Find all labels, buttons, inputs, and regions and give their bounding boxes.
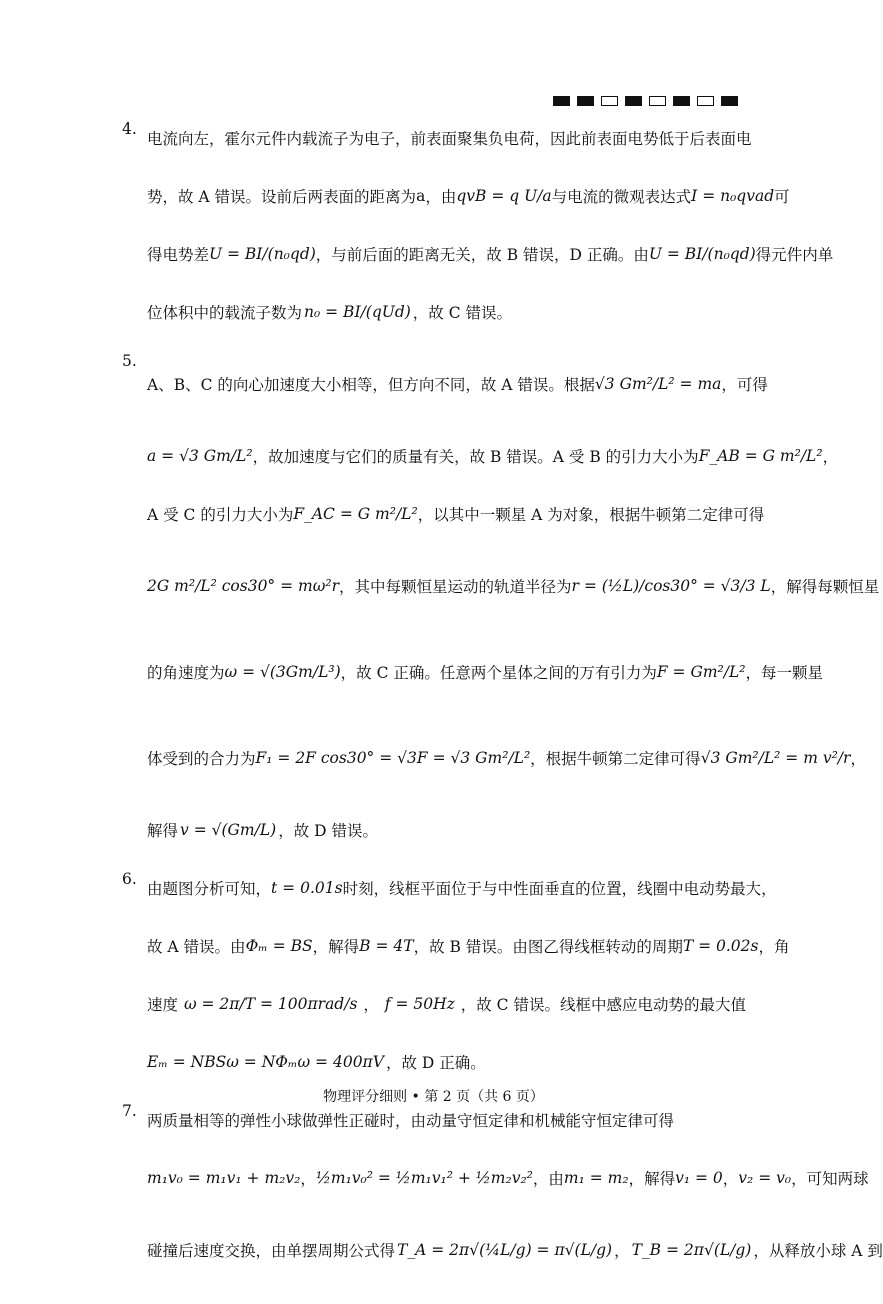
text-segment: ，故 D 错误。 <box>278 822 378 840</box>
item-number: 6. <box>122 870 137 888</box>
page-footer: 物理评分细则 • 第 2 页（共 6 页） <box>323 1089 544 1105</box>
decor-square-7 <box>721 96 738 106</box>
text-segment: ，从释放小球 A 到 <box>753 1242 883 1260</box>
formula: a = √3 Gm/L² <box>147 447 253 465</box>
text-segment: ， <box>614 1242 630 1260</box>
text-segment: ，解得 <box>628 1170 676 1188</box>
formula: I = n₀qvad <box>691 187 775 205</box>
formula: m₁ = m₂ <box>563 1169 629 1187</box>
decor-square-5 <box>673 96 690 106</box>
text-segment: ，每一颗星 <box>745 664 823 682</box>
text-segment: A、B、C 的向心加速度大小相等，但方向不同，故 A 错误。根据 <box>147 376 595 394</box>
text-line <box>147 1102 746 1138</box>
formula: T_A = 2π√(¼L/g) = π√(L/g) <box>397 1241 613 1259</box>
text-line <box>147 726 866 790</box>
decor-square-3 <box>625 96 642 106</box>
text-segment: A 受 C 的引力大小为 <box>147 506 294 524</box>
formula: F = Gm²/L² <box>656 663 746 681</box>
text-segment: 电流向左，霍尔元件内载流子为电子，前表面聚集负电荷，因此前表面电势低于后表面电 <box>147 130 752 148</box>
text-line <box>147 1044 746 1080</box>
formula: F_AB = G m²/L² <box>698 447 823 465</box>
text-line <box>147 178 790 214</box>
text-line <box>147 870 777 906</box>
formula: v₂ = v₀ <box>738 1169 792 1187</box>
text-segment: 由题图分析可知， <box>147 880 272 898</box>
text-line <box>147 1218 883 1282</box>
text-line <box>147 496 765 532</box>
text-segment: ， <box>363 996 379 1014</box>
text-line <box>147 640 823 704</box>
formula: f = 50Hz <box>384 995 455 1013</box>
solution-item-6 <box>122 870 790 1080</box>
formula: B = 4T <box>359 937 414 955</box>
text-line <box>147 438 839 474</box>
formula: F_AC = G m²/L² <box>293 505 418 523</box>
text-segment: ，故加速度与它们的质量有关，故 B 错误。A 受 B 的引力大小为 <box>252 448 699 466</box>
text-segment: 故 A 错误。由 <box>147 938 246 956</box>
formula: U = BI/(n₀qd) <box>648 245 756 263</box>
text-segment: 碰撞后速度交换，由单摆周期公式得 <box>147 1242 396 1260</box>
text-segment: ，角 <box>758 938 790 956</box>
formula: r = (½L)/cos30° = √3/3 L <box>571 577 771 595</box>
item-number: 5. <box>122 352 137 370</box>
decor-square-6 <box>697 96 714 106</box>
text-line <box>147 236 834 272</box>
text-segment: ，由 <box>532 1170 564 1188</box>
text-segment: ， <box>722 1170 739 1188</box>
formula: qvB = q U/a <box>456 187 552 205</box>
decor-square-4 <box>649 96 666 106</box>
text-segment: ，与前后面的距离无关，故 B 错误，D 正确。由 <box>315 246 649 264</box>
formula: t = 0.01s <box>271 879 343 897</box>
text-segment: ，故 C 错误。线框中感应电动势的最大值 <box>460 996 746 1014</box>
text-segment: 时刻，线框平面位于与中性面垂直的位置，线圈中电动势最大， <box>342 880 777 898</box>
formula: T_B = 2π√(L/g) <box>631 1241 752 1259</box>
text-segment: ，其中每颗恒星运动的轨道半径为 <box>338 578 572 596</box>
formula: Eₘ = NBSω = NΦₘω = 400πV <box>147 1053 384 1071</box>
text-segment: 与电流的微观表达式 <box>551 188 692 206</box>
text-line <box>147 1160 869 1196</box>
formula: F₁ = 2F cos30° = √3F = √3 Gm²/L² <box>255 749 531 767</box>
formula: √3 Gm²/L² = ma <box>594 375 722 393</box>
formula: n₀ = BI/(qUd) <box>304 303 411 321</box>
text-segment: 势，故 A 错误。设前后两表面的距离为 <box>147 188 417 206</box>
text-segment: 体受到的合力为 <box>147 750 256 768</box>
formula: √3 Gm²/L² = m v²/r <box>700 749 851 767</box>
formula: 2G m²/L² cos30° = mω²r <box>147 577 339 595</box>
text-segment: ， <box>850 750 866 768</box>
text-segment: ，根据牛顿第二定律可得 <box>530 750 701 768</box>
text-line <box>147 812 746 848</box>
text-segment: ，解得每颗恒星 <box>770 578 880 596</box>
text-line <box>147 986 746 1022</box>
text-segment: ， <box>300 1170 316 1188</box>
text-segment: a <box>416 187 426 205</box>
formula: U = BI/(n₀qd) <box>209 245 316 263</box>
text-segment: ，可得 <box>721 376 768 394</box>
formula: ω = 2π/T = 100πrad/s <box>183 995 358 1013</box>
formula: Φₘ = BS <box>245 937 313 955</box>
formula: v = √(Gm/L) <box>180 821 277 839</box>
text-line <box>147 294 746 330</box>
decor-square-1 <box>577 96 594 106</box>
text-segment: ，故 D 正确。 <box>385 1054 486 1072</box>
text-segment: ，故 C 正确。任意两个星体之间的万有引力为 <box>340 664 657 682</box>
formula: ½m₁v₀² = ½m₁v₁² + ½m₂v₂² <box>315 1169 533 1187</box>
text-segment: 可 <box>774 188 790 206</box>
text-segment: ， <box>822 448 839 466</box>
text-segment: ，故 B 错误。由图乙得线框转动的周期 <box>413 938 683 956</box>
formula: T = 0.02s <box>682 937 759 955</box>
header-decoration <box>553 96 738 106</box>
text-line <box>147 352 768 416</box>
formula: m₁v₀ = m₁v₁ + m₂v₂ <box>147 1169 301 1187</box>
solution-item-4 <box>122 120 834 330</box>
text-line <box>147 554 880 618</box>
text-segment: 速度 <box>147 996 179 1014</box>
solution-item-5 <box>122 352 880 848</box>
text-segment: ，解得 <box>312 938 360 956</box>
text-segment: ，以其中一颗星 A 为对象，根据牛顿第二定律可得 <box>417 506 765 524</box>
decor-square-0 <box>553 96 570 106</box>
text-line <box>147 928 790 964</box>
text-segment: ，由 <box>425 188 457 206</box>
text-segment: 得元件内单 <box>755 246 834 264</box>
formula: v₁ = 0 <box>675 1169 723 1187</box>
text-segment: ，故 C 错误。 <box>412 304 513 322</box>
decor-square-2 <box>601 96 618 106</box>
text-segment: 两质量相等的弹性小球做弹性正碰时，由动量守恒定律和机械能守恒定律可得 <box>147 1112 675 1130</box>
solution-content <box>122 120 883 1304</box>
text-segment: 解得 <box>147 822 179 840</box>
formula: ω = √(3Gm/L³) <box>224 663 341 681</box>
text-line <box>147 120 752 156</box>
text-segment: 的角速度为 <box>147 664 225 682</box>
item-number: 7. <box>122 1102 137 1120</box>
text-segment: ，可知两球 <box>791 1170 869 1188</box>
item-number: 4. <box>122 120 137 138</box>
text-segment: 得电势差 <box>147 246 210 264</box>
solution-item-7 <box>122 1102 883 1282</box>
text-segment: 位体积中的载流子数为 <box>147 304 303 322</box>
